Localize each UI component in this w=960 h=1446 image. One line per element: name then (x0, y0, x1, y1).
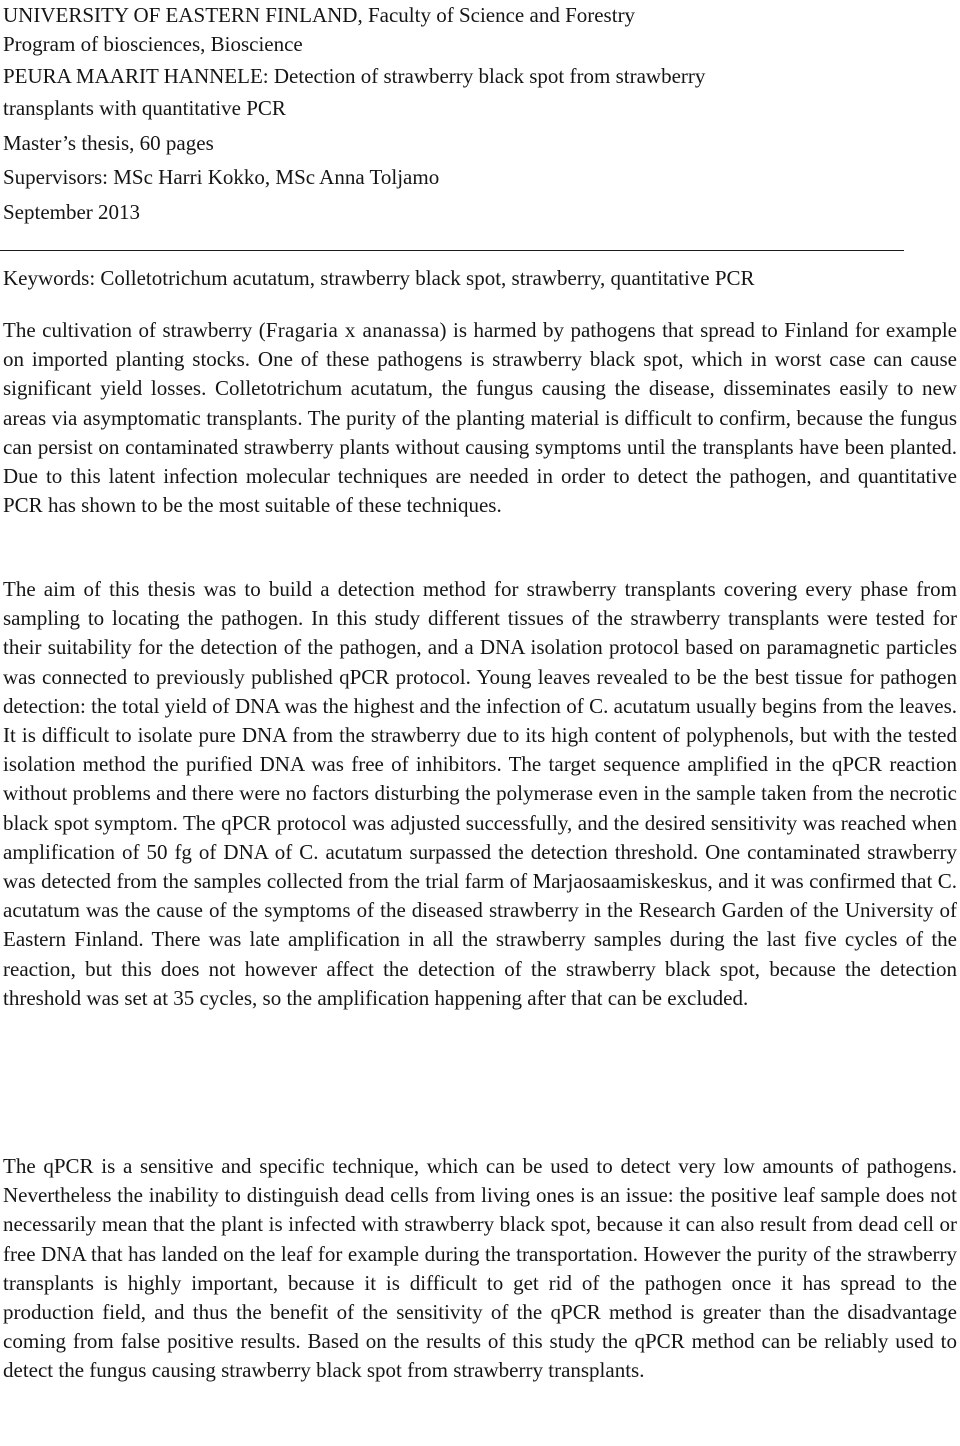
date-line: September 2013 (3, 200, 141, 224)
thesis-type-line: Master’s thesis, 60 pages (3, 131, 214, 155)
abstract-paragraph-2: The aim of this thesis was to build a detection method for strawberry transplants covering every phase from sampling to locating the pathogen. In this study different tissues of the strawberry transplants were tested for their suitability for the detection of the pathogen, and a DNA isolation protocol based on paramagnetic particles was connected to previously published qPCR protocol. Young leaves revealed to be the best tissue for pathogen detection: the total yield of DNA was the highest and the infection of C. acutatum usually begins from the leaves. It is difficult to isolate pure DNA from the strawberry due to its high content of polyphenols, but with the tested isolation method the purified DNA was free of inhibitors. The target sequence amplified in the qPCR reaction without problems and there were no factors disturbing the polymerase even in the sample taken from the necrotic black spot symptom. The qPCR protocol was adjusted successfully, and the desired sensitivity was reached when amplification of 50 fg of DNA of C. acutatum surpassed the detection threshold. One contaminated strawberry was detected from the samples collected from the trial farm of Marjaosaamiskeskus, and it was confirmed that C. acutatum was the cause of the symptoms of the diseased strawberry in the Research Garden of the University of Eastern Finland. There was late amplification in all the strawberry samples during the last five cycles of the reaction, but this does not however affect the detection of the strawberry black spot, because the detection threshold was set at 35 cycles, so the amplification happening after that can be excluded. (3, 577, 957, 1010)
abstract-p1-before: The cultivation of strawberry ( (3, 318, 266, 342)
title-continuation-line: transplants with quantitative PCR (3, 96, 286, 120)
header-divider (0, 250, 904, 251)
abstract-paragraph-3: The qPCR is a sensitive and specific technique, which can be used to detect very low amounts of pathogens. Nevertheless the inability to distinguish dead cells from living ones is an issue: the positive leaf sample does not necessarily mean that the plant is infected with strawberry black spot, because it can also result from dead cell or free DNA that has landed on the leaf for example during the transportation. However the purity of the strawberry transplants is highly important, because it is difficult to get rid of the pathogen once it has spread to the production field, and thus the benefit of the sensitivity of the qPCR method is greater than the disadvantage coming from false positive results. Based on the results of this study the qPCR method can be reliably used to detect the fungus causing strawberry black spot from strawberry transplants. (3, 1154, 957, 1383)
university-line: UNIVERSITY OF EASTERN FINLAND, Faculty of Science and Forestry (3, 3, 636, 27)
author-title-line: PEURA MAARIT HANNELE: Detection of strawberry black spot from strawberry (3, 64, 706, 88)
program-line: Program of biosciences, Bioscience (3, 32, 303, 56)
abstract-paragraph-1 (3, 316, 957, 520)
supervisors-line: Supervisors: MSc Harri Kokko, MSc Anna Toljamo (3, 165, 440, 189)
keywords-line: Keywords: Colletotrichum acutatum, strawberry black spot, strawberry, quantitative PCR (3, 266, 755, 290)
species-name: Fragaria x ananassa (265, 318, 440, 342)
abstract-p1-after: ) is harmed by pathogens that spread to Finland for example on imported planting stocks. One of these pathogens is strawberry black spot, which in worst case can cause significant yield losses. Colletotrichum acutatum, the fungus causing the disease, disseminates easily to new areas via asymptomatic transplants. The purity of the planting material is difficult to confirm, because the fungus can persist on contaminated strawberry plants without causing symptoms until the transplants have been planted. Due to this latent infection molecular techniques are needed in order to detect the pathogen, and quantitative PCR has shown to be the most suitable of these techniques. (3, 318, 957, 518)
